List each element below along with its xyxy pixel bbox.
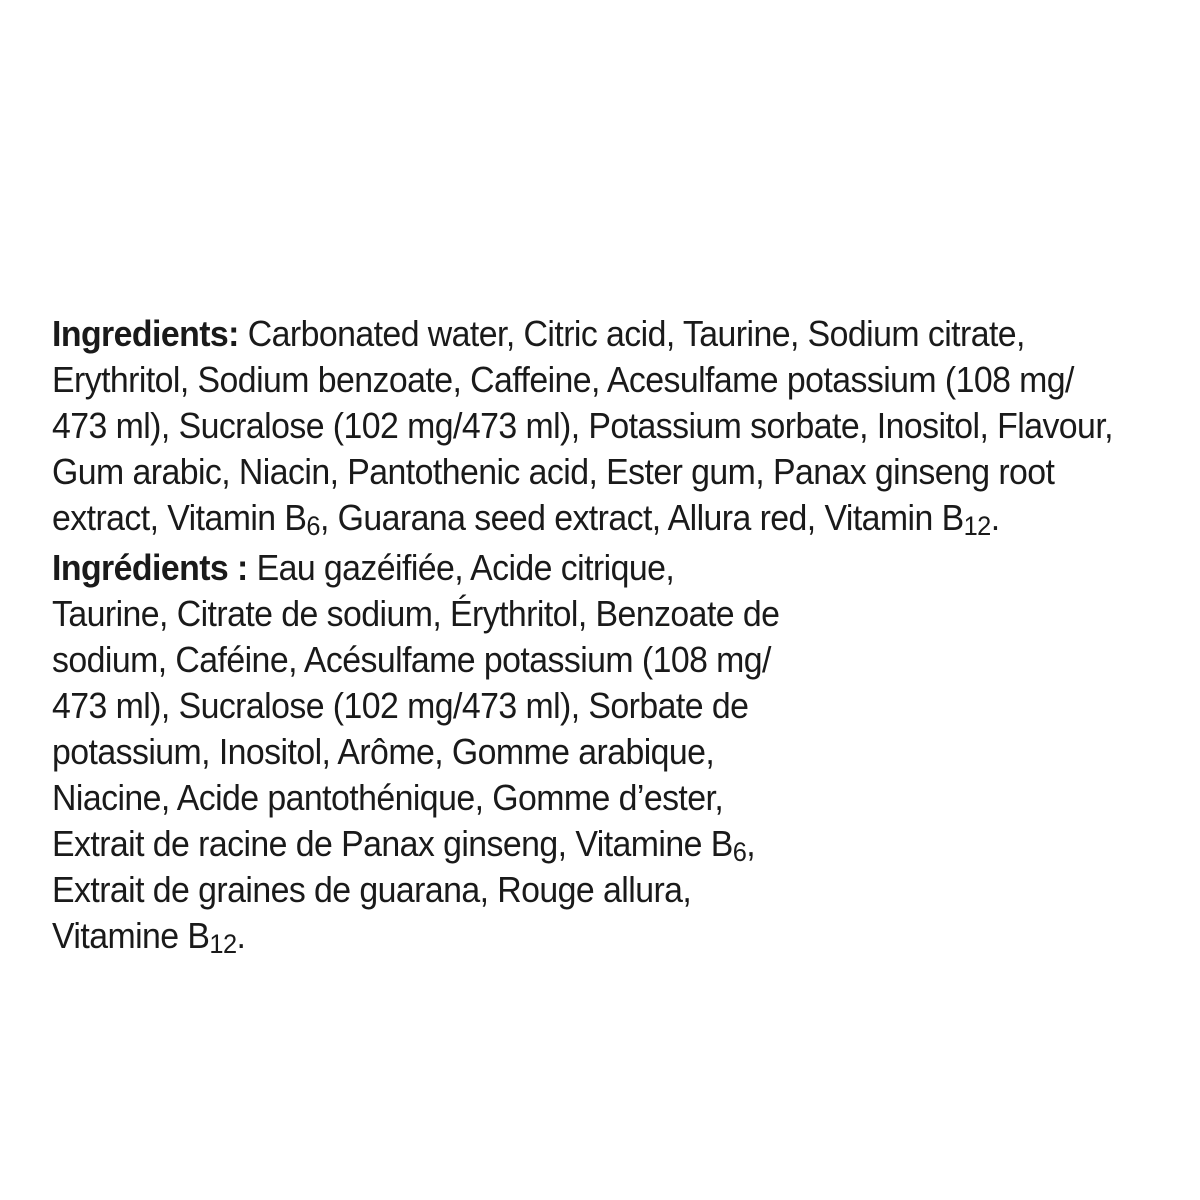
subscript: 6 [732,837,747,867]
ingredients-line: potassium, Inositol, Arôme, Gomme arabique, [52,731,715,772]
ingredients-line: Vitamine B12. [52,915,246,959]
ingredients-line: Ingrédients : Eau gazéifiée, Acide citrique, [52,547,675,588]
ingredients-line: extract, Vitamin B6, Guarana seed extract, Allura red, Vitamin B12. [52,497,1000,541]
ingredients-line: Taurine, Citrate de sodium, Érythritol, Benzoate de [52,593,780,634]
ingredients-heading: Ingrédients : [52,547,248,588]
subscript: 12 [963,511,991,541]
ingredients-line: Extrait de graines de guarana, Rouge allura, [52,869,692,910]
ingredients-heading: Ingredients: [52,313,239,354]
ingredients-line: sodium, Caféine, Acésulfame potassium (108 mg/ [52,639,771,680]
ingredients-line: Erythritol, Sodium benzoate, Caffeine, Acesulfame potassium (108 mg/ [52,359,1074,400]
ingredients-line: 473 ml), Sucralose (102 mg/473 ml), Sorbate de [52,685,749,726]
ingredients-line: Extrait de racine de Panax ginseng, Vitamine B6, [52,823,756,867]
subscript: 12 [209,929,237,959]
ingredients-line: 473 ml), Sucralose (102 mg/473 ml), Potassium sorbate, Inositol, Flavour, [52,405,1113,446]
ingredients-line: Niacine, Acide pantothénique, Gomme d’ester, [52,777,724,818]
ingredients-english [52,311,1113,541]
subscript: 6 [306,511,320,541]
ingredients-french [52,545,779,959]
ingredients-line: Ingredients: Carbonated water, Citric acid, Taurine, Sodium citrate, [52,313,1025,354]
ingredients-line: Gum arabic, Niacin, Pantothenic acid, Ester gum, Panax ginseng root [52,451,1055,492]
